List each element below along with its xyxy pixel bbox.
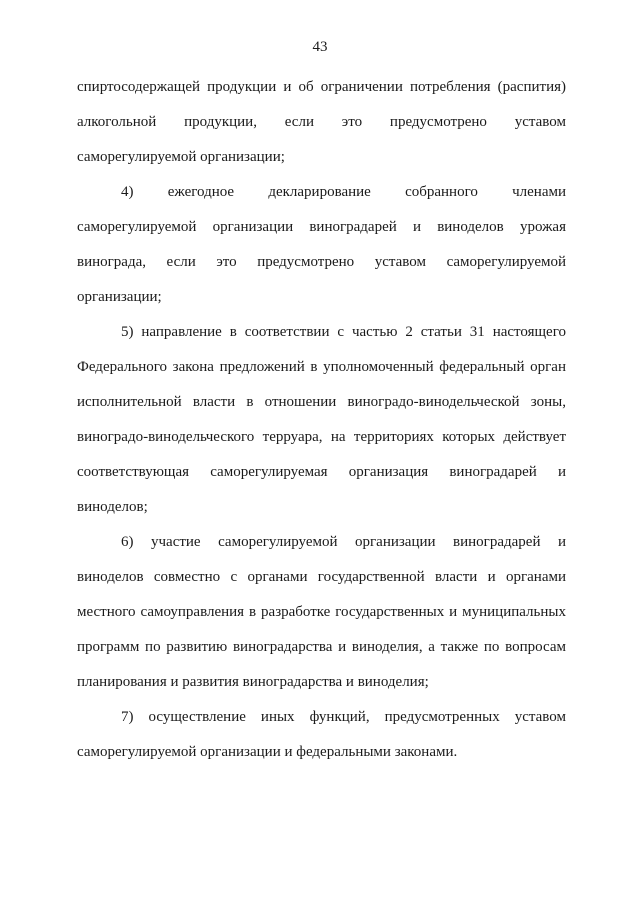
text-line: местного самоуправления в разработке государственных и муниципальных	[77, 604, 566, 620]
text-line: 6) участие саморегулируемой организации виноградарей и	[121, 534, 566, 550]
page-number: 43	[312, 39, 328, 55]
text-line: 4) ежегодное декларирование собранного членами	[121, 184, 566, 200]
text-line: исполнительной власти в отношении виноградо-винодельческой зоны,	[77, 394, 566, 410]
text-line: алкогольной продукции, если это предусмотрено уставом	[77, 114, 566, 130]
text-line: Федерального закона предложений в уполномоченный федеральный орган	[77, 359, 566, 375]
text-line: винограда, если это предусмотрено уставом саморегулируемой	[77, 254, 566, 270]
text-line: саморегулируемой организации;	[77, 149, 285, 165]
text-line: планирования и развития виноградарства и виноделия;	[77, 674, 429, 690]
text-line: спиртосодержащей продукции и об ограничении потребления (распития)	[77, 79, 566, 95]
text-line: виноделов совместно с органами государственной власти и органами	[77, 569, 566, 585]
document-body	[77, 77, 566, 777]
text-line: организации;	[77, 289, 162, 305]
text-line: саморегулируемой организации виноградарей и виноделов урожая	[77, 219, 566, 235]
text-line: виноградо-винодельческого терруара, на территориях которых действует	[77, 429, 566, 445]
text-line: программ по развитию виноградарства и виноделия, а также по вопросам	[77, 639, 566, 655]
text-line: 7) осуществление иных функций, предусмотренных уставом	[121, 709, 566, 725]
text-line: саморегулируемой организации и федеральными законами.	[77, 744, 458, 760]
text-line: виноделов;	[77, 499, 148, 515]
text-line: соответствующая саморегулируемая организация виноградарей и	[77, 464, 566, 480]
text-line: 5) направление в соответствии с частью 2 статьи 31 настоящего	[121, 324, 566, 340]
